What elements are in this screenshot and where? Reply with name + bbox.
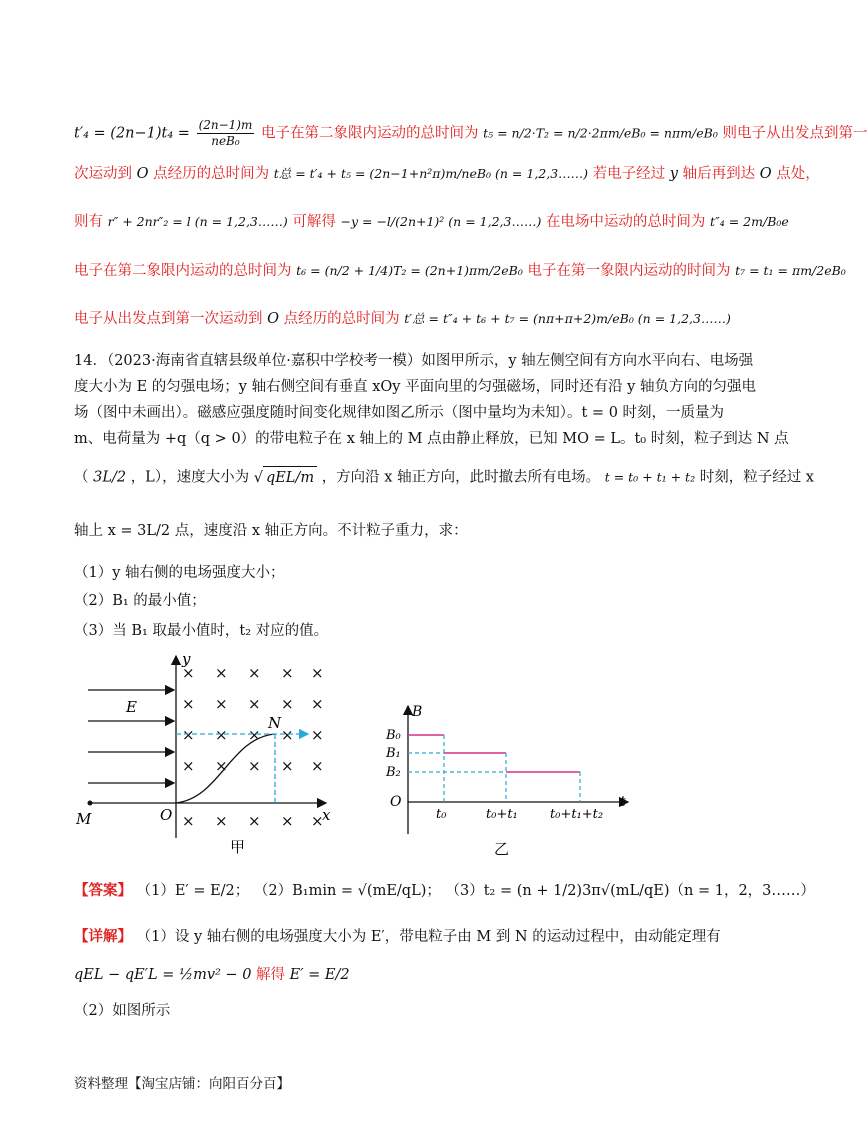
red-text: 则电子从出发点到第一: [722, 125, 867, 142]
cross-mark: ×: [311, 757, 324, 775]
label-E: E: [126, 698, 137, 716]
label-O: O: [160, 806, 173, 824]
answer-label: 【答案】: [74, 882, 132, 899]
label-O2: O: [390, 794, 402, 810]
problem-text: 轴上 x = 3L/2 点，速度沿 x 轴正方向。不计粒子重力，求：: [74, 523, 468, 539]
cross-mark: ×: [182, 664, 195, 682]
cross-mark: ×: [182, 726, 195, 744]
fraction: [197, 118, 255, 149]
solution-line-3: [74, 211, 789, 233]
red-text: 电子在第二象限内运动的总时间为: [74, 263, 292, 279]
math-energy: qEL − qE′L = ½mv² − 0: [74, 967, 252, 983]
red-text: 解得: [256, 967, 286, 983]
cross-mark: ×: [311, 812, 324, 830]
math-O: O: [267, 311, 279, 327]
cross-mark: ×: [281, 812, 294, 830]
red-text: 点经历的总时间为: [153, 166, 270, 182]
cross-mark: ×: [281, 757, 294, 775]
cross-mark: ×: [281, 664, 294, 682]
math-t-total-prime: t′总 = t″₄ + t₆ + t₇ = (nπ+π+2)m/eB₀ (n = 1,2,3……): [404, 311, 731, 326]
detail-text: （2）如图所示: [74, 1003, 171, 1019]
cross-mark: ×: [215, 695, 228, 713]
red-text: 可解得: [292, 214, 336, 230]
red-text: 电子从出发点到第一次运动到: [74, 311, 263, 327]
label-t0: t₀: [436, 807, 447, 822]
caption-jia: 甲: [230, 838, 246, 856]
frac-den: neB₀: [211, 134, 240, 148]
detail-label: 【详解】: [74, 928, 132, 945]
cross-mark: ×: [248, 695, 261, 713]
problem-text-line5: [74, 466, 814, 489]
solution-line-5: [74, 308, 734, 330]
math-y: y: [669, 166, 678, 182]
label-t0t1t2: t₀+t₁+t₂: [550, 807, 604, 822]
detail-text: （1）设 y 轴右侧的电场强度大小为 E′，带电粒子由 M 到 N 的运动过程中，由动能定理有: [136, 929, 721, 945]
math-t4-dprime: t″₄ = 2m/B₀e: [710, 214, 789, 229]
problem-text: m、电荷量为 +q（q > 0）的带电粒子在 x 轴上的 M 点由静止释放，已知 MO = L。t₀ 时刻，粒子到达 N 点: [74, 431, 789, 447]
label-B: B: [412, 704, 423, 720]
cross-mark: ×: [182, 695, 195, 713]
math-r: r″ + 2nr″₂ = l (n = 1,2,3……): [107, 214, 288, 229]
cross-mark: ×: [215, 664, 228, 682]
label-B1: B₁: [386, 746, 401, 761]
problem-text: 场（图中未画出）。磁感应强度随时间变化规律如图乙所示（图中量均为未知）。t = 0 时刻，一质量为: [74, 405, 725, 421]
red-text: 次运动到: [74, 166, 132, 182]
cross-mark: ×: [311, 726, 324, 744]
cross-mark: ×: [248, 664, 261, 682]
problem-text: 度大小为 E 的匀强电场；y 轴右侧空间有垂直 xOy 平面向里的匀强磁场，同时还有沿 y 轴负方向的匀强电: [74, 379, 756, 395]
label-y: y: [182, 650, 191, 668]
problem-text: 14．（2023·海南省直辖县级单位·嘉积中学校考一模）如图甲所示，y 轴左侧空间有方向水平向右、电场强: [74, 353, 754, 369]
label-N: N: [268, 714, 282, 732]
cross-mark: ×: [215, 812, 228, 830]
math-t7: t₇ = t₁ = πm/2eB₀: [735, 263, 846, 278]
red-text: 轴后再到达: [682, 166, 756, 182]
cross-mark: ×: [248, 726, 261, 744]
answer-line: [74, 880, 815, 902]
cross-mark: ×: [281, 695, 294, 713]
red-text: 则有: [74, 214, 103, 230]
footer-text: 资料整理【淘宝店铺：向阳百分百】: [74, 1076, 290, 1092]
problem-text: ，方向沿 x 轴正方向，此时撤去所有电场。: [321, 469, 601, 486]
answer-1: （1）E′ = E/2；: [136, 883, 250, 899]
frac-num: (2n−1)m: [198, 118, 253, 132]
sqrt-radicand: qEL/m: [263, 466, 317, 489]
cross-mark: ×: [215, 757, 228, 775]
problem-text: ，L），速度大小为: [130, 469, 250, 486]
math-t-total: t总 = t′₄ + t₅ = (2n−1+n²π)m/neB₀ (n = 1,2,3……): [273, 166, 589, 181]
figure-jia: [70, 648, 350, 858]
cross-mark: ×: [311, 664, 324, 682]
red-text: 电子在第二象限内运动的总时间为: [260, 125, 479, 142]
problem-text: 时刻，粒子经过 x: [699, 469, 814, 486]
label-M: M: [76, 810, 92, 828]
solution-line-2: [74, 163, 820, 185]
caption-yi: 乙: [494, 840, 510, 858]
label-t0t1: t₀+t₁: [486, 807, 518, 822]
cross-mark: ×: [248, 757, 261, 775]
solution-line-4: [74, 260, 846, 282]
question-1: （1）y 轴右侧的电场强度大小；: [74, 565, 285, 581]
math-E-prime: E′ = E/2: [289, 967, 350, 983]
cross-mark: ×: [311, 695, 324, 713]
solution-line-1: [74, 118, 867, 149]
red-text: 点处，: [776, 166, 820, 182]
math-t5: t₅ = n/2·T₂ = n/2·2πm/eB₀ = nπm/eB₀: [483, 125, 718, 141]
cross-mark: ×: [182, 812, 195, 830]
math-t6: t₆ = (n/2 + 1/4)T₂ = (2n+1)πm/2eB₀: [296, 263, 523, 278]
magnetic-field-crosses: [182, 664, 324, 830]
math-O: O: [136, 166, 149, 182]
dashed-guides: [408, 735, 580, 802]
question-2: （2）B₁ 的最小值；: [74, 593, 206, 609]
red-text: 点经历的总时间为: [283, 311, 400, 327]
cross-mark: ×: [281, 726, 294, 744]
point-M: [88, 801, 93, 806]
answer-2: （2）B₁min = √(mE/qL)；: [253, 883, 441, 899]
question-3: （3）当 B₁ 取最小值时，t₂ 对应的值。: [74, 623, 329, 639]
cross-mark: ×: [182, 757, 195, 775]
math-O: O: [759, 166, 772, 182]
detail-line-1: [74, 926, 734, 948]
label-B2: B₂: [386, 765, 401, 780]
red-text: 若电子经过: [592, 166, 666, 182]
label-x: x: [322, 806, 331, 824]
red-text: 在电场中运动的总时间为: [545, 214, 706, 230]
label-B0: B₀: [386, 728, 401, 743]
red-text: 电子在第一象限内运动的时间为: [527, 263, 731, 279]
math-y-solve: −y = −l/(2n+1)² (n = 1,2,3……): [340, 214, 542, 229]
math-t4-prime: t′₄ = (2n−1)t₄ =: [74, 125, 190, 142]
math-3L-2: 3L/2: [93, 469, 127, 486]
cross-mark: ×: [215, 726, 228, 744]
math-t-sum: t = t₀ + t₁ + t₂: [604, 469, 696, 485]
problem-text: （: [74, 469, 89, 486]
cross-mark: ×: [248, 812, 261, 830]
sqrt-expression: √ qEL/m: [254, 466, 317, 489]
label-t: t: [620, 794, 626, 810]
detail-line-2: [74, 964, 734, 986]
answer-3: （3）t₂ = (n + 1/2)3π√(mL/qE)（n = 1，2，3……）: [445, 883, 815, 899]
figure-yi: [382, 702, 642, 862]
